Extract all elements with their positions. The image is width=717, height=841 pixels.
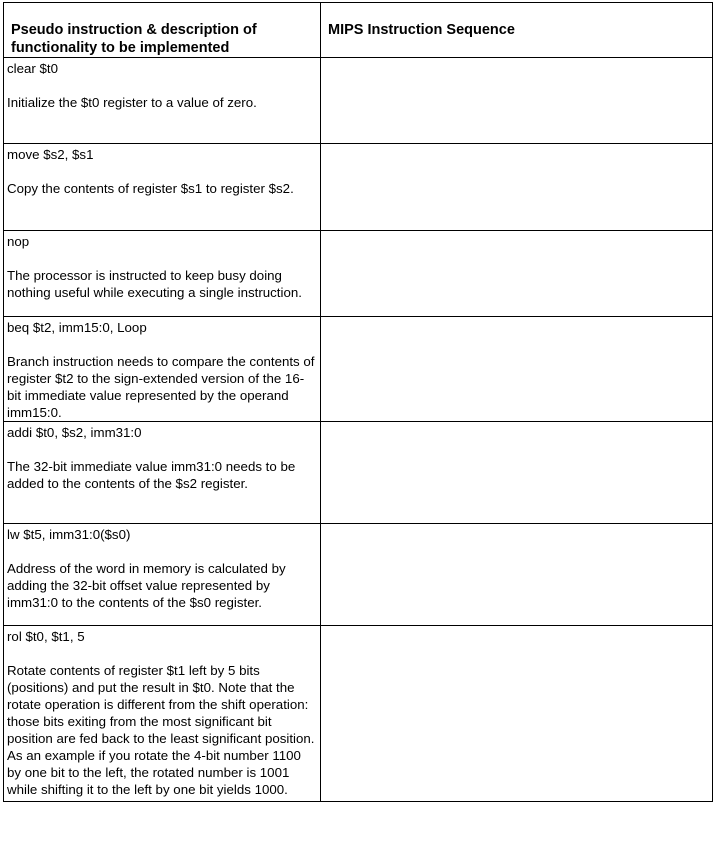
pseudo-instruction-cell [4,58,321,144]
instruction-description: Branch instruction needs to compare the contents of register $t2 to the sign-extended version of the 16-bit immediate value represented by the operand imm15:0. [7,354,315,420]
mips-sequence-text [321,144,712,146]
table-header-row [4,3,713,58]
header-pseudo-instruction: Pseudo instruction & description of functionality to be implemented [11,22,257,56]
mips-sequence-cell[interactable] [321,231,713,317]
table-row [4,422,713,524]
table-row [4,317,713,422]
table-row [4,524,713,626]
pseudo-instruction: move $s2, $s1 [7,147,94,162]
mips-sequence-text [321,524,712,526]
table-row [4,626,713,802]
mips-sequence-cell[interactable] [321,524,713,626]
table-row [4,231,713,317]
mips-sequence-cell[interactable] [321,58,713,144]
header-mips-sequence: MIPS Instruction Sequence [328,22,515,38]
table-row [4,144,713,231]
instruction-description: Initialize the $t0 register to a value of zero. [7,95,257,110]
pseudo-instruction: lw $t5, imm31:0($s0) [7,527,131,542]
pseudo-instruction-cell [4,524,321,626]
table-row [4,58,713,144]
header-cell-pseudo-instruction [4,3,321,58]
pseudo-instruction-table [3,2,713,802]
mips-sequence-cell[interactable] [321,422,713,524]
pseudo-instruction-cell [4,231,321,317]
mips-sequence-text [321,231,712,233]
pseudo-instruction: clear $t0 [7,61,58,76]
pseudo-instruction-cell [4,626,321,802]
pseudo-instruction-cell [4,317,321,422]
header-cell-mips-sequence [321,3,713,58]
pseudo-instruction: addi $t0, $s2, imm31:0 [7,425,142,440]
mips-sequence-text [321,317,712,319]
instruction-description: Copy the contents of register $s1 to register $s2. [7,181,294,196]
mips-sequence-text [321,422,712,424]
mips-sequence-text [321,58,712,60]
pseudo-instruction: rol $t0, $t1, 5 [7,629,85,644]
pseudo-instruction-cell [4,422,321,524]
instruction-description: Rotate contents of register $t1 left by 5 bits (positions) and put the result in $t0. Note that the rotate operation is different from the shift operation: those bits exiting from the most significant bit position are fed back to the least significant position. As an example if you rotate the 4-bit number 1100 by one bit to the left, the rotated number is 1001 while shifting it to the left by one bit yields 1000. [7,663,315,797]
pseudo-instruction: nop [7,234,30,249]
instruction-description: The processor is instructed to keep busy doing nothing useful while executing a single instruction. [7,268,302,300]
mips-sequence-cell[interactable] [321,626,713,802]
mips-sequence-cell[interactable] [321,317,713,422]
pseudo-instruction: beq $t2, imm15:0, Loop [7,320,147,335]
instruction-description: The 32-bit immediate value imm31:0 needs to be added to the contents of the $s2 register. [7,459,296,491]
pseudo-instruction-cell [4,144,321,231]
mips-sequence-cell[interactable] [321,144,713,231]
instruction-description: Address of the word in memory is calculated by adding the 32-bit offset value represented by imm31:0 to the contents of the $s0 register. [7,561,286,610]
mips-sequence-text [321,626,712,628]
